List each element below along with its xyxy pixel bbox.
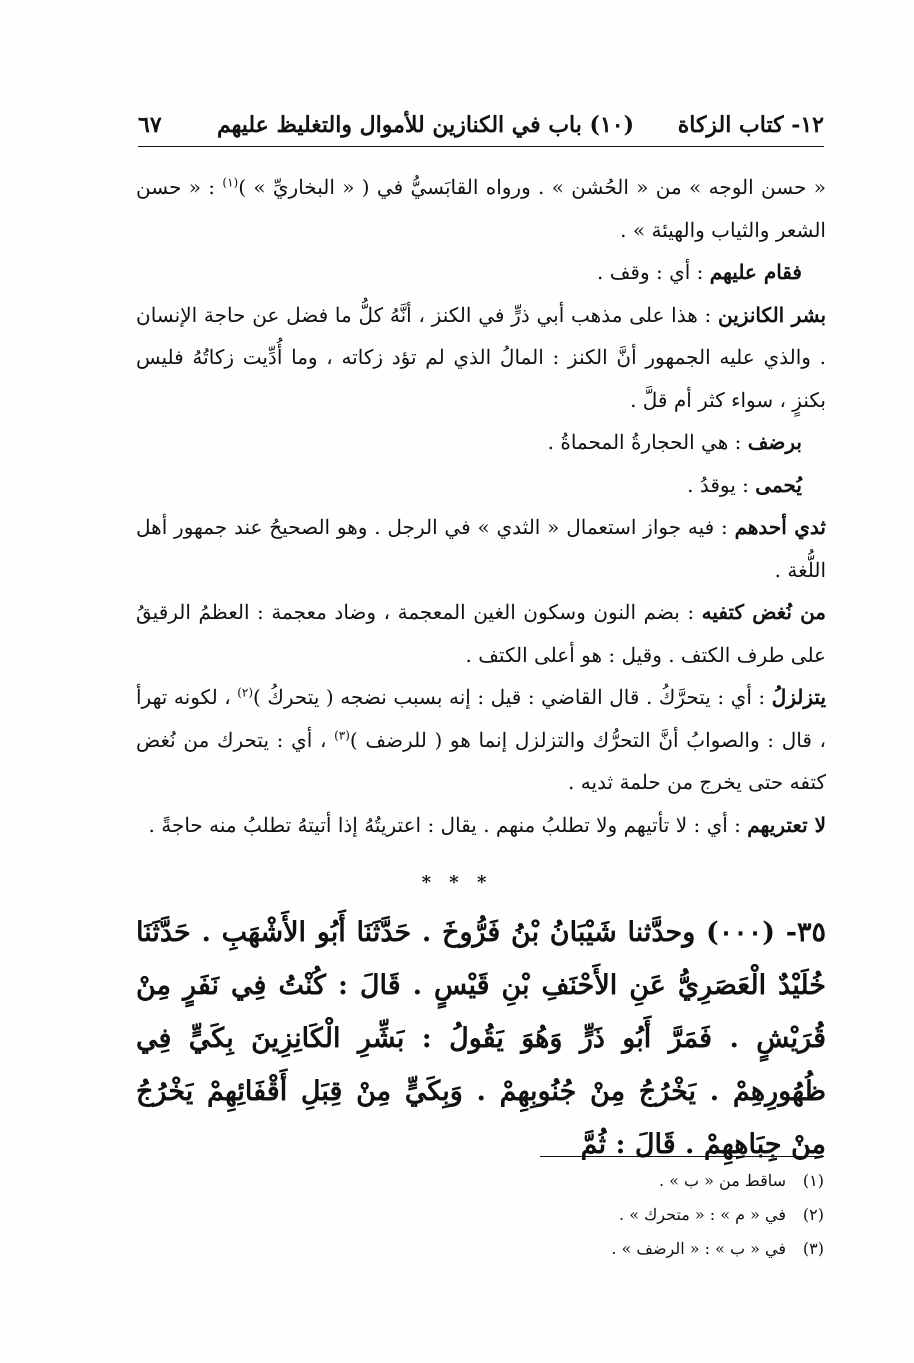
header-divider (138, 146, 824, 147)
gloss-term: لا تعتريهم (747, 812, 826, 837)
section-separator: * * * (421, 872, 493, 893)
footnote-number: (١) (802, 1171, 824, 1190)
commentary-paragraph: فقام عليهم : أي : وقف . (596, 260, 802, 284)
footnotes (400, 1164, 824, 1266)
hadith-paragraph: ٣٥- (٠٠٠) وحدَّثنا شَيْبَانُ بْنُ فَرُّوخَ . حَدَّثَنَا أَبُو الأَشْهَبِ . حَدَّثَنَا خُلَيْدٌ الْعَصَرِيُّ عَنِ الأَحْنَفِ بْنِ قَيْسٍ . قَالَ : كُنْتُ فِي نَفَرٍ مِنْ قُرَيْشٍ . فَمَرَّ أَبُو ذَرٍّ وَهُوَ يَقُولُ : بَشِّرِ الْكَانِزِينَ بِكَيٍّ فِي ظُهُورِهِمْ . يَخْرُجُ مِنْ جُنُوبِهِمْ . وَبِكَيٍّ مِنْ قِبَلِ أَقْفَائِهِمْ يَخْرُجُ مِنْ جِبَاهِهِمْ . قَالَ : ثُمَّ (136, 917, 826, 1160)
running-header (138, 104, 824, 144)
commentary-paragraph: يُحمى : يوقدُ . (687, 472, 802, 497)
gloss-term: يتزلزلُ (771, 685, 827, 709)
commentary-paragraph: برضف : هي الحجارةُ المحماةُ . (547, 430, 802, 454)
page-number: ٦٧ (138, 112, 162, 138)
hadith-text (136, 906, 826, 1171)
commentary-block (136, 166, 826, 846)
footnote-item (400, 1198, 824, 1232)
footnote-ref: (١) (222, 175, 239, 190)
footnote-divider (540, 1156, 824, 1157)
commentary-paragraph: من نُغض كتفيه : بضم النون وسكون الغين المعجمة ، وضاد معجمة : العظمُ الرقيقُ على طرف الكتف . وقيل : هو أعلى الكتف . (136, 600, 827, 667)
commentary-paragraph: لا تعتريهم : أي : لا تأتيهم ولا تطلبُ منهم . يقال : اعتريتُهُ إذا أتيتهُ تطلبُ منه حاجةً . (148, 812, 826, 837)
footnote-text: ساقط من « ب » . (658, 1171, 786, 1190)
footnote-text: في « م » : « متحرك » . (619, 1205, 786, 1224)
gloss-term: بشر الكانزين (718, 302, 827, 327)
gloss-term: برضف (747, 430, 802, 454)
commentary-paragraph: بشر الكانزين : هذا على مذهب أبي ذرٍّ في الكنز ، أنَّهُ كلُّ ما فضل عن حاجة الإنسان . والذي عليه الجمهور أنَّ الكنز : المالُ الذي لم تؤد زكاته ، وما أُدِّيت زكاتُهُ فليس بكنزٍ ، سواء كثر أم قلَّ . (136, 302, 827, 412)
gloss-term: فقام عليهم (709, 260, 802, 284)
commentary-paragraph: يتزلزلُ : أي : يتحرَّكُ . قال القاضي : قيل : إنه بسبب نضجه ( يتحركُ )$^{(٢)}$ ، لكونه تهرأ ، قال : والصوابُ أنَّ التحرُّك والتزلزل إنما هو ( للرضف )$^{(٣)}$ ، أي : يتحرك من نُغض كتفه حتى يخرج من حلمة ثديه . (136, 685, 827, 794)
footnote-ref: (٢) (237, 685, 254, 700)
footnote-text: في « ب » : « الرضف » . (611, 1239, 786, 1258)
footnote-item (400, 1164, 824, 1198)
commentary-paragraph: « حسن الوجه » من « الحُشن » . ورواه القابَسيُّ في ( « البخاريِّ » )$^{(١)}$ : « حسن الشعر والثياب والهيئة » . (136, 175, 826, 242)
section-title: (١٠) باب في الكنازين للأموال والتغليظ عليهم (216, 112, 634, 138)
chapter-title: ١٢- كتاب الزكاة (677, 112, 824, 138)
gloss-term: من نُغض كتفيه (701, 600, 827, 624)
gloss-term: ثدي أحدهم (734, 515, 826, 539)
footnote-item (400, 1232, 824, 1266)
footnote-ref: (٣) (334, 727, 350, 742)
commentary-paragraph: ثدي أحدهم : فيه جواز استعمال « الثدي » في الرجل . وهو الصحيحُ عند جمهور أهل اللُّغة . (136, 515, 826, 582)
footnote-number: (٣) (802, 1239, 824, 1258)
gloss-term: يُحمى (755, 472, 802, 497)
footnote-number: (٢) (802, 1205, 824, 1224)
